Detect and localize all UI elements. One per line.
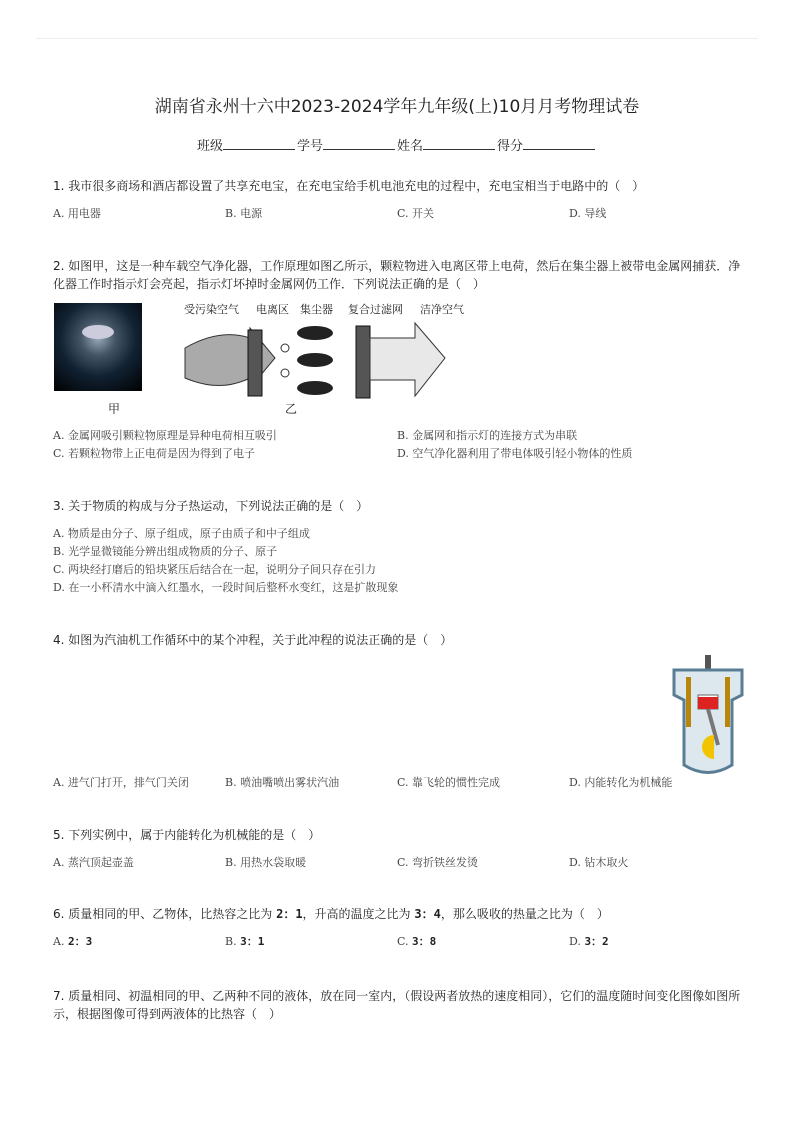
q6-option-d [569, 933, 609, 949]
q6-option-a [53, 933, 92, 949]
q4-option-d: D. 内能转化为机械能 [569, 776, 673, 789]
collector-electrode [297, 381, 333, 395]
spark-plug [705, 655, 711, 669]
intake-valve [686, 677, 691, 727]
option-letter: D. [569, 935, 581, 948]
student-info-line [0, 135, 794, 154]
q3-option-d: D. 在一小杯清水中滴入红墨水，一段时间后整杯水变红，这是扩散现象 [53, 581, 399, 594]
figure-caption-yi: 乙 [285, 402, 298, 416]
class-label: 班级 [196, 139, 223, 154]
question-5-stem: 5. 下列实例中，属于内能转化为机械能的是（ ） [53, 828, 321, 842]
piston [698, 697, 718, 709]
q1-option-c: C. 开关 [397, 207, 435, 220]
q2-option-b: B. 金属网和指示灯的连接方式为串联 [397, 429, 578, 442]
q6-stem-part-3: ，那么吸收的热量之比为（ ） [440, 907, 609, 921]
question-6-stem [53, 905, 743, 923]
collector-electrode [297, 353, 333, 367]
q2-option-d: D. 空气净化器利用了带电体吸引轻小物体的性质 [397, 447, 633, 460]
question-4-stem: 4. 如图为汽油机工作循环中的某个冲程，关于此冲程的说法正确的是（ ） [53, 633, 453, 647]
page-top-divider [36, 38, 758, 39]
collector-electrode [297, 326, 333, 340]
q1-option-a: A. 用电器 [53, 207, 101, 220]
figure-caption-jia: 甲 [108, 402, 121, 416]
score-label: 得分 [497, 139, 524, 154]
name-label: 姓名 [397, 139, 424, 154]
label-composite-filter: 复合过滤网 [348, 303, 403, 316]
purifier-top-disc [82, 325, 114, 339]
q5-option-b: B. 用热水袋取暖 [225, 856, 307, 869]
q5-option-c: C. 弯折铁丝发烫 [397, 856, 479, 869]
option-value: 3：8 [412, 935, 437, 948]
q6-temperature-ratio: 3：4 [414, 907, 441, 921]
q6-stem-part-2: ，升高的温度之比为 [302, 907, 415, 921]
id-blank [323, 138, 395, 150]
q5-option-d: D. 钻木取火 [569, 856, 629, 869]
class-blank [223, 138, 295, 150]
option-value: 2：3 [67, 935, 93, 948]
option-letter: C. [397, 935, 409, 948]
exhaust-valve [725, 677, 730, 727]
q5-option-a: A. 蒸汽顶起壶盖 [53, 856, 134, 869]
question-1-stem: 1. 我市很多商场和酒店都设置了共享充电宝，在充电宝给手机电池充电的过程中，充电宝相当于电路中的（ ） [53, 179, 645, 193]
q4-option-c: C. 靠飞轮的惯性完成 [397, 776, 501, 789]
option-letter: A. [53, 935, 65, 948]
composite-filter [356, 326, 370, 398]
question-2-stem: 2. 如图甲，这是一种车载空气净化器，工作原理如图乙所示，颗粒物进入电离区带上电荷，然后在集尘器上被带电金属网捕获．净化器工作时指示灯会亮起，指示灯坏掉时金属网仍工作．下列说法正确的是（ ） [53, 259, 741, 291]
ion-symbol [281, 344, 289, 352]
q1-option-d: D. 导线 [569, 207, 607, 220]
car-air-purifier-photo [54, 303, 142, 391]
label-polluted-air: 受污染空气 [184, 303, 239, 316]
question-7-stem: 7. 质量相同、初温相同的甲、乙两种不同的液体，放在同一室内，（假设两者放热的速度相同），它们的温度随时间变化图像如图所示，根据图像可得到两液体的比热容（ ） [53, 989, 741, 1021]
q3-option-b: B. 光学显微镜能分辨出组成物质的分子、原子 [53, 545, 278, 558]
id-label: 学号 [296, 139, 323, 154]
q3-option-c: C. 两块经打磨后的铅块紧压后结合在一起，说明分子间只存在引力 [53, 563, 377, 576]
q6-specific-heat-ratio: 2：1 [276, 907, 303, 921]
ion-symbol [281, 369, 289, 377]
q6-stem-part-1: 6. 质量相同的甲、乙物体，比热容之比为 [53, 907, 277, 921]
option-letter: B. [225, 935, 237, 948]
clean-air-arrow [370, 323, 445, 396]
q1-option-b: B. 电源 [225, 207, 263, 220]
q3-option-a: A. 物质是由分子、原子组成，原子由质子和中子组成 [53, 527, 310, 540]
name-blank [423, 138, 495, 150]
question-3-stem: 3. 关于物质的构成与分子热运动，下列说法正确的是（ ） [53, 499, 369, 513]
q4-option-b: B. 喷油嘴喷出雾状汽油 [225, 776, 340, 789]
option-value: 3：1 [240, 935, 265, 948]
score-blank [523, 138, 595, 150]
q6-option-c [397, 933, 436, 949]
label-clean-air: 洁净空气 [420, 303, 464, 316]
air-purifier-diagram [180, 318, 450, 402]
q2-option-c: C. 若颗粒物带上正电荷是因为得到了电子 [53, 447, 256, 460]
page-title: 湖南省永州十六中2023-2024学年九年级(上)10月月考物理试卷 [154, 97, 640, 117]
label-dust-collector: 集尘器 [300, 303, 333, 316]
option-value: 3：2 [584, 935, 609, 948]
ionization-mesh [248, 330, 262, 396]
gasoline-engine-diagram [672, 655, 744, 775]
label-ionization-zone: 电离区 [256, 303, 289, 316]
q6-option-b [225, 933, 264, 949]
q2-option-a: A. 金属网吸引颗粒物原理是异种电荷相互吸引 [53, 429, 277, 442]
q4-option-a: A. 进气门打开，排气门关闭 [53, 776, 189, 789]
